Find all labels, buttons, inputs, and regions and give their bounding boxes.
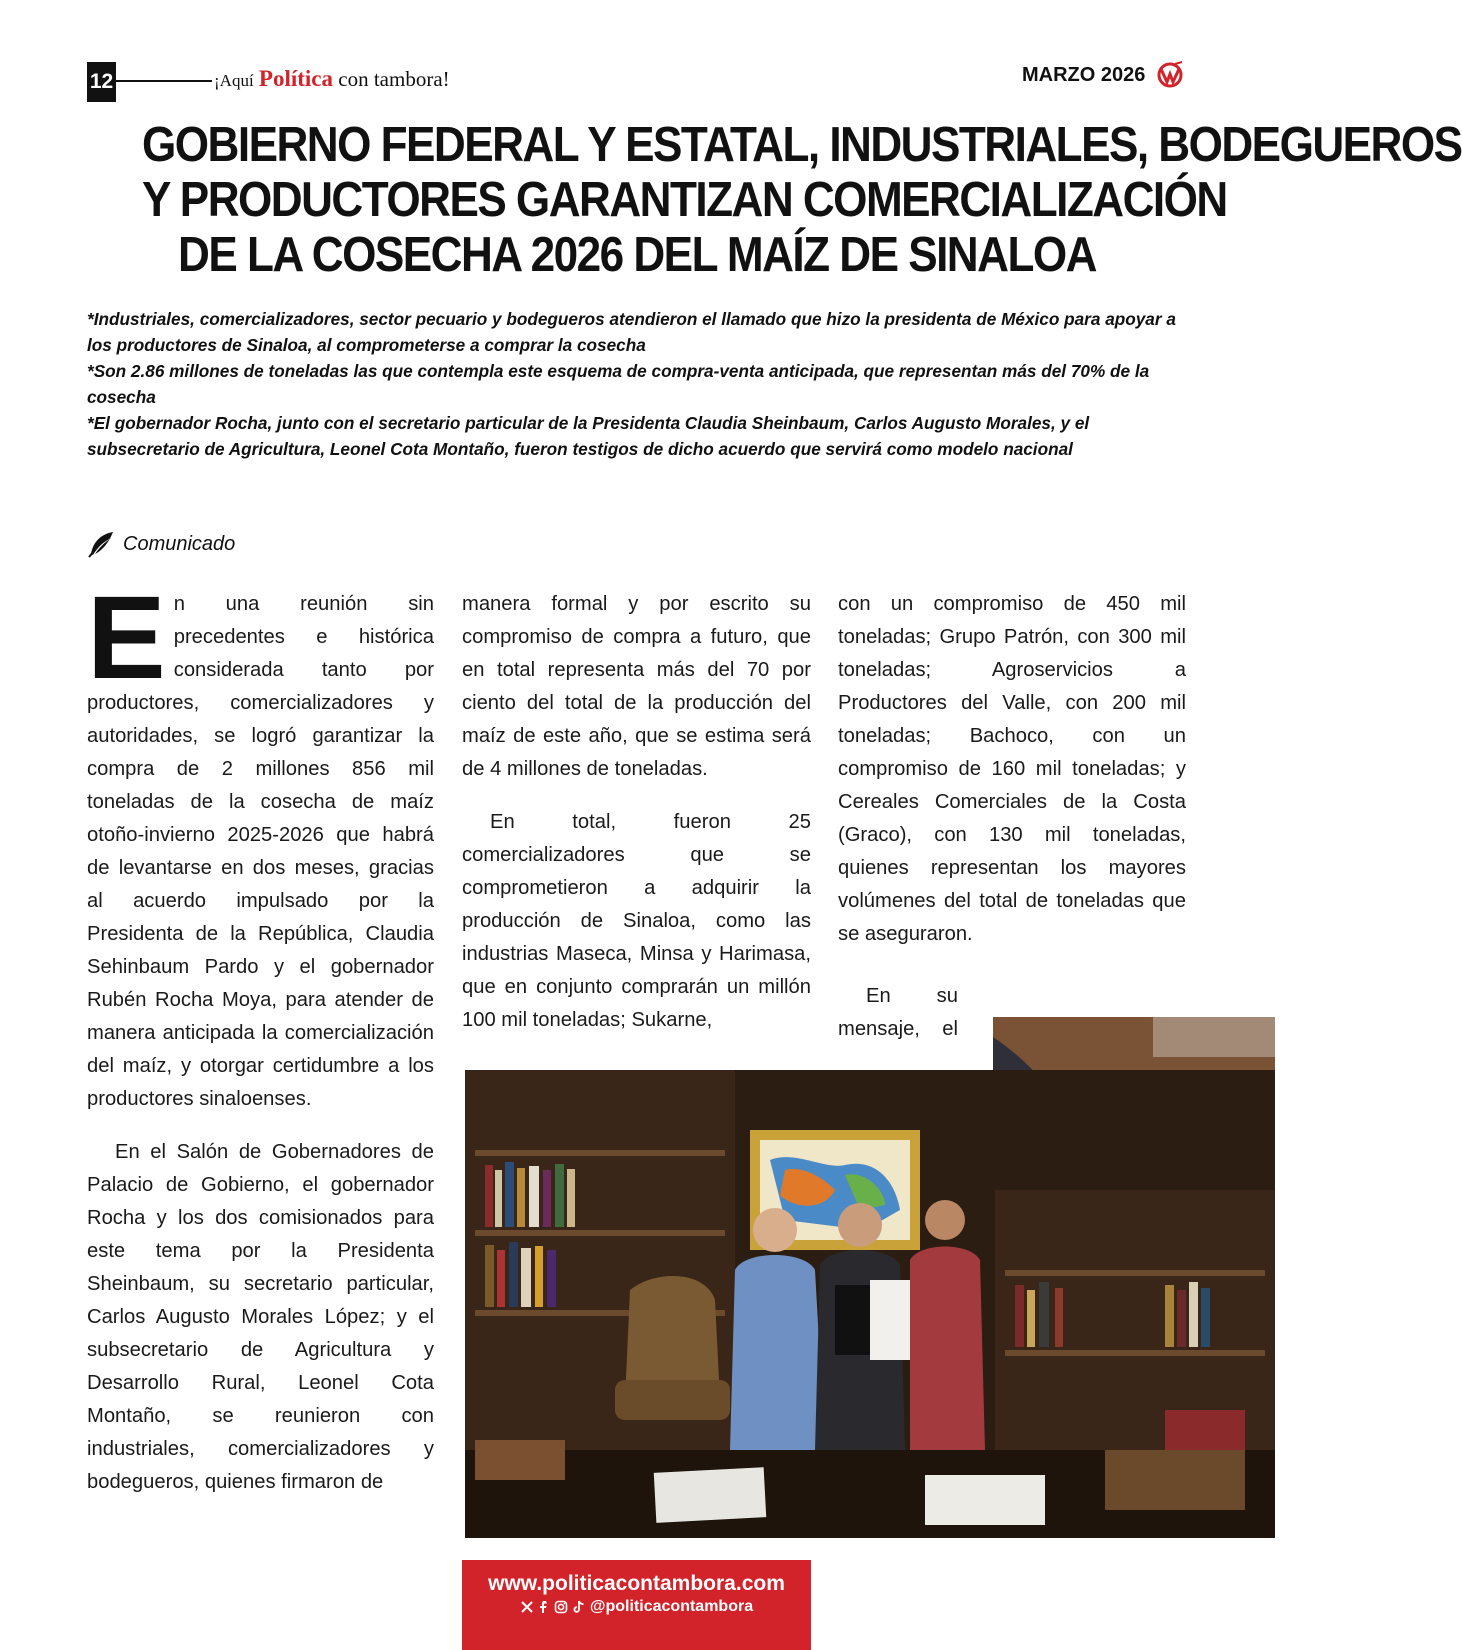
publication-logo-icon bbox=[1155, 60, 1185, 90]
headline-line-2: Y PRODUCTORES GARANTIZAN COMERCIALIZACIÓN bbox=[142, 173, 1227, 227]
byline bbox=[87, 530, 235, 558]
masthead-brand: Política bbox=[258, 66, 334, 91]
column-2-paragraph-1: manera formal y por escrito su compromiso de compra a futuro, que en total representa más del 70 por ciento del total de la producción del maíz de este año, que se estima será de 4 millones de toneladas. bbox=[462, 593, 811, 780]
tiktok-icon[interactable] bbox=[573, 1600, 585, 1614]
summary-point-3: *El gobernador Rocha, junto con el secretario particular de la Presidenta Claudia Sheinbaum, Carlos Augusto Morales, y el subsecretario de Agricultura, Leonel Cota Montaño, fueron testigos de dicho acuerdo que servirá como modelo nacional bbox=[87, 413, 1090, 459]
footer-social-row bbox=[462, 1598, 811, 1616]
issue-date: MARZO 2026 bbox=[1022, 64, 1146, 86]
column-1-paragraph-2: En el Salón de Gobernadores de Palacio de Gobierno, el gobernador Rocha y los dos comisionados para este tema por la Presidenta Sheinbaum, su secretario particular, Carlos Augusto Morales López; y el subsecretario de Agricultura y Desarrollo Rural, Leonel Cota Montaño, se reunieron con industriales, comercializadores y bodegueros, quienes firmaron de bbox=[87, 1141, 434, 1493]
page-number: 12 bbox=[87, 62, 116, 102]
article-headline bbox=[142, 118, 1462, 283]
column-3-paragraph-2-text: En su mensaje, el bbox=[838, 985, 958, 1040]
column-3-paragraph-1: con un compromiso de 450 mil toneladas; Grupo Patrón, con 300 mil toneladas; Agroservicios a Productores del Valle, con 200 mil toneladas; Bachoco, con un compromiso de 160 mil toneladas; y Cereales Comerciales de la Costa (Graco), con 130 mil toneladas, quienes representan los mayores volúmenes del total de toneladas que se aseguraron. bbox=[838, 593, 1186, 945]
article-summary bbox=[87, 306, 1187, 462]
article-column-2 bbox=[462, 588, 811, 1057]
office-group-photo-image bbox=[465, 1070, 1275, 1538]
footer-banner bbox=[462, 1560, 811, 1650]
drop-cap: E bbox=[87, 572, 166, 704]
masthead-prefix: ¡Aquí bbox=[214, 71, 254, 90]
footer-website-link[interactable]: www.politicacontambora.com bbox=[488, 1572, 785, 1595]
headline-line-1: GOBIERNO FEDERAL Y ESTATAL, INDUSTRIALES, BODEGUEROS bbox=[142, 118, 1462, 172]
headline-line-3: DE LA COSECHA 2026 DEL MAÍZ DE SINALOA bbox=[178, 228, 1096, 282]
masthead bbox=[214, 66, 450, 92]
column-1-paragraph-1 bbox=[87, 572, 434, 1116]
byline-label: Comunicado bbox=[123, 532, 236, 555]
facebook-icon[interactable] bbox=[539, 1600, 549, 1614]
x-social-icon[interactable] bbox=[520, 1600, 534, 1614]
column-2-paragraph-2: En total, fueron 25 comercializadores que se comprometieron a adquirir la producción de Sinaloa, como las industrias Maseca, Minsa y Harimasa, que en conjunto comprarán un millón 100 mil toneladas; Sukarne, bbox=[462, 811, 811, 1031]
quill-icon bbox=[87, 530, 115, 558]
masthead-suffix: con tambora! bbox=[338, 67, 450, 91]
header-rule bbox=[116, 80, 212, 82]
summary-point-1: *Industriales, comercializadores, sector pecuario y bodegueros atendieron el llamado que hizo la presidenta de México para apoyar a los productores de Sinaloa, al comprometerse a comprar la cosecha bbox=[87, 309, 1176, 355]
summary-point-2: *Son 2.86 millones de toneladas las que contempla este esquema de compra-venta anticipada, que representan más del 70% de la cosecha bbox=[87, 361, 1150, 407]
main-photo-signing-ceremony bbox=[465, 1070, 1275, 1538]
article-column-1 bbox=[87, 572, 434, 1519]
footer-social-handle[interactable]: @politicacontambora bbox=[589, 1598, 754, 1615]
column-3-paragraph-2 bbox=[838, 980, 958, 1046]
column-1-paragraph-1-text: n una reunión sin precedentes e histórica considerada tanto por productores, comercializadores y autoridades, se logró garantizar la compra de 2 millones 856 mil toneladas de la cosecha de maíz otoño-invierno 2025-2026 que habrá de levantarse en dos meses, gracias al acuerdo impulsado por la Presidenta de la República, Claudia Sehinbaum Pardo y el gobernador Rubén Rocha Moya, para atender de manera anticipada la comercialización del maíz, y otorgar certidumbre a los productores sinaloenses. bbox=[87, 593, 434, 1110]
instagram-icon[interactable] bbox=[554, 1600, 568, 1614]
article-column-3 bbox=[838, 588, 1186, 971]
